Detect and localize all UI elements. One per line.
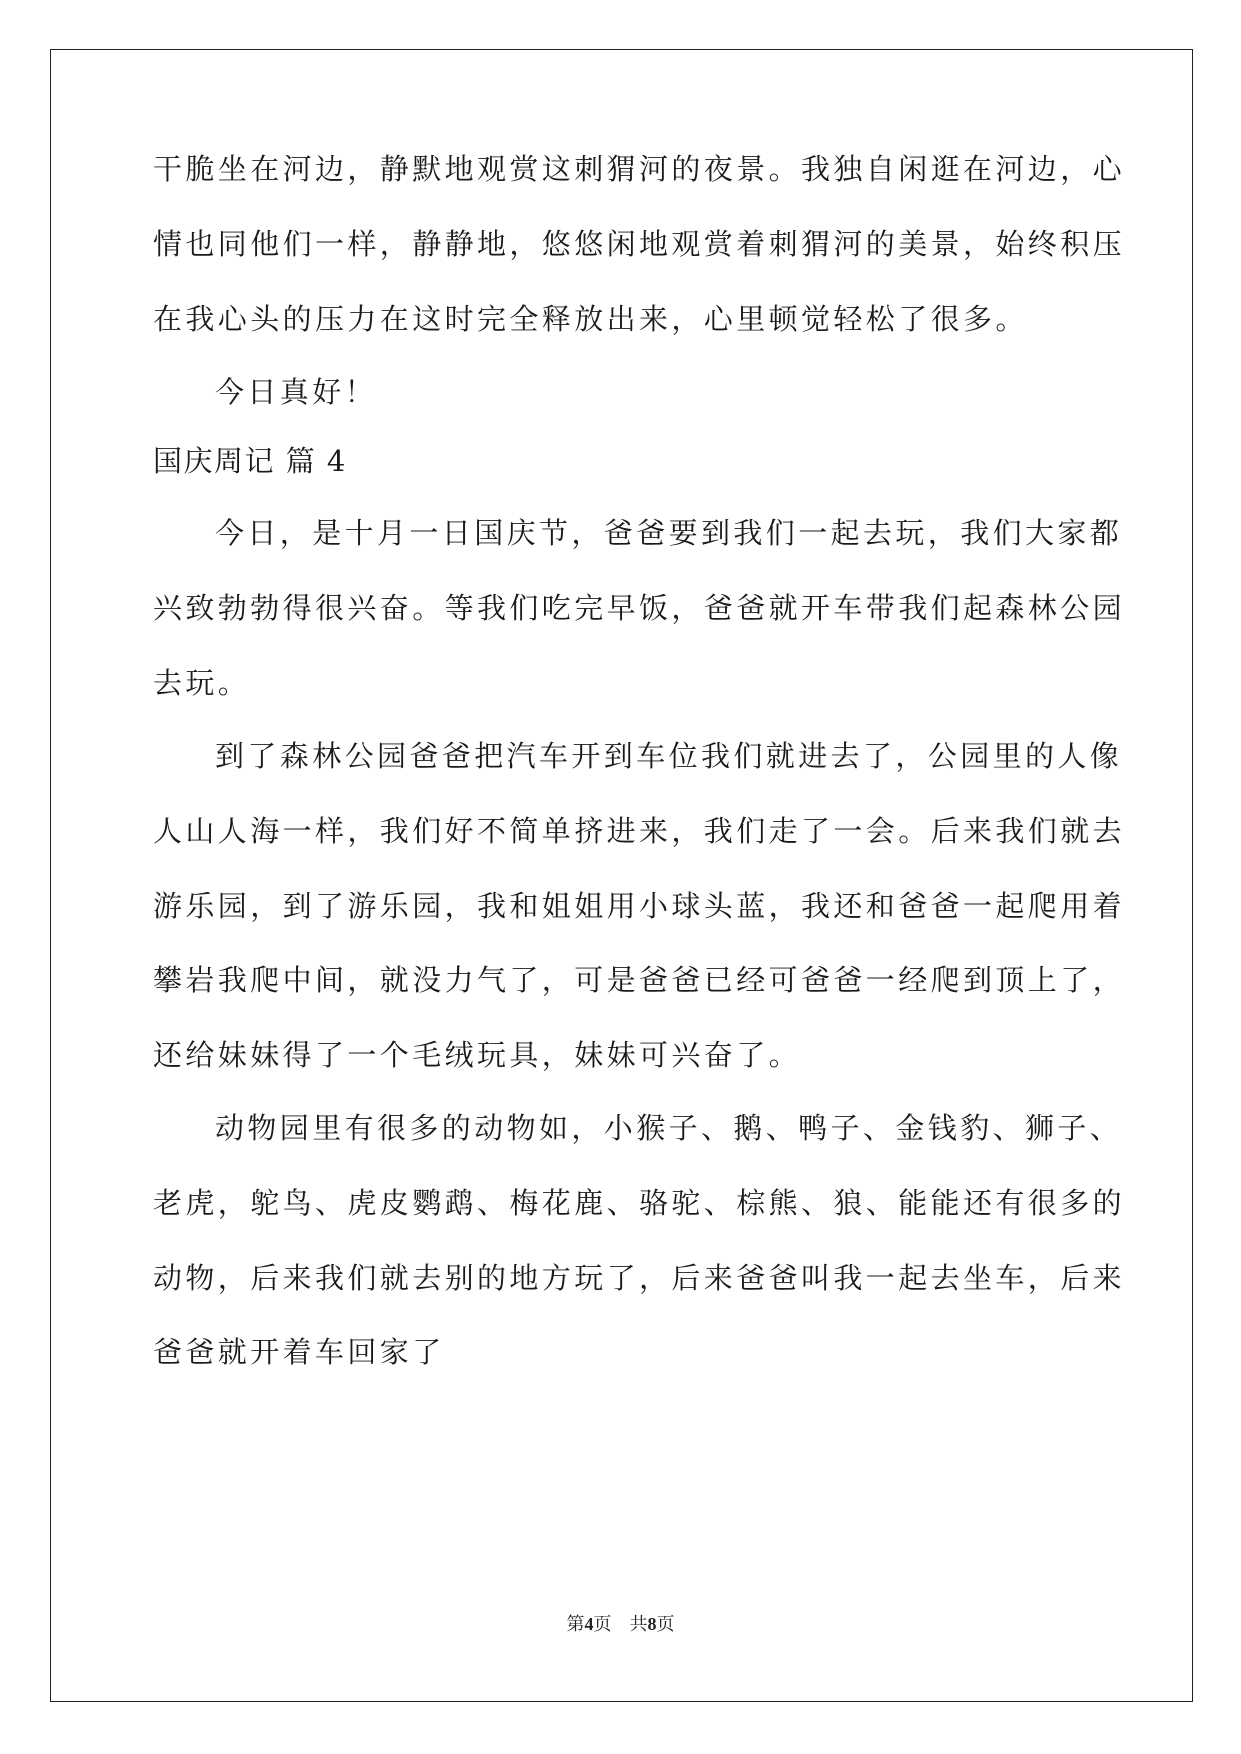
paragraph-line: 今日，是十月一日国庆节，爸爸要到我们一起去玩，我们大家都 [215, 516, 1123, 550]
total-pages: 8 [647, 1614, 657, 1634]
total-prefix: 共 [629, 1614, 648, 1634]
section-heading: 国庆周记 篇 4 [153, 444, 347, 478]
paragraph-line: 干脆坐在河边，静默地观赏这刺猬河的夜景。我独自闲逛在河边，心 [153, 152, 1126, 186]
paragraph-line: 还给妹妹得了一个毛绒玩具，妹妹可兴奋了。 [153, 1038, 802, 1072]
paragraph-line: 人山人海一样，我们好不简单挤进来，我们走了一会。后来我们就去 [153, 814, 1126, 848]
paragraph-line: 情也同他们一样，静静地，悠悠闲地观赏着刺猬河的美景，始终积压 [153, 227, 1126, 261]
paragraph-line: 去玩。 [153, 666, 251, 700]
paragraph-line: 攀岩我爬中间，就没力气了，可是爸爸已经可爸爸一经爬到顶上了， [153, 963, 1126, 997]
page-footer [0, 1610, 1241, 1636]
paragraph-line: 游乐园，到了游乐园，我和姐姐用小球头蓝，我还和爸爸一起爬用着 [153, 889, 1126, 923]
page-suffix: 页 [593, 1614, 612, 1634]
paragraph-line: 兴致勃勃得很兴奋。等我们吃完早饭，爸爸就开车带我们起森林公园 [153, 591, 1126, 625]
page-prefix: 第 [566, 1614, 585, 1634]
page-number: 4 [584, 1614, 594, 1634]
paragraph-line: 在我心头的压力在这时完全释放出来，心里顿觉轻松了很多。 [153, 302, 1028, 336]
paragraph-line: 老虎，鸵鸟、虎皮鹦鹉、梅花鹿、骆驼、棕熊、狼、能能还有很多的 [153, 1186, 1126, 1220]
total-suffix: 页 [656, 1614, 675, 1634]
paragraph-line: 今日真好！ [215, 375, 378, 409]
page-border [50, 49, 1193, 1702]
paragraph-line: 动物，后来我们就去别的地方玩了，后来爸爸叫我一起去坐车，后来 [153, 1261, 1126, 1295]
paragraph-line: 爸爸就开着车回家了 [153, 1335, 445, 1369]
paragraph-line: 到了森林公园爸爸把汽车开到车位我们就进去了，公园里的人像 [215, 739, 1123, 773]
paragraph-line: 动物园里有很多的动物如，小猴子、鹅、鸭子、金钱豹、狮子、 [215, 1111, 1123, 1145]
